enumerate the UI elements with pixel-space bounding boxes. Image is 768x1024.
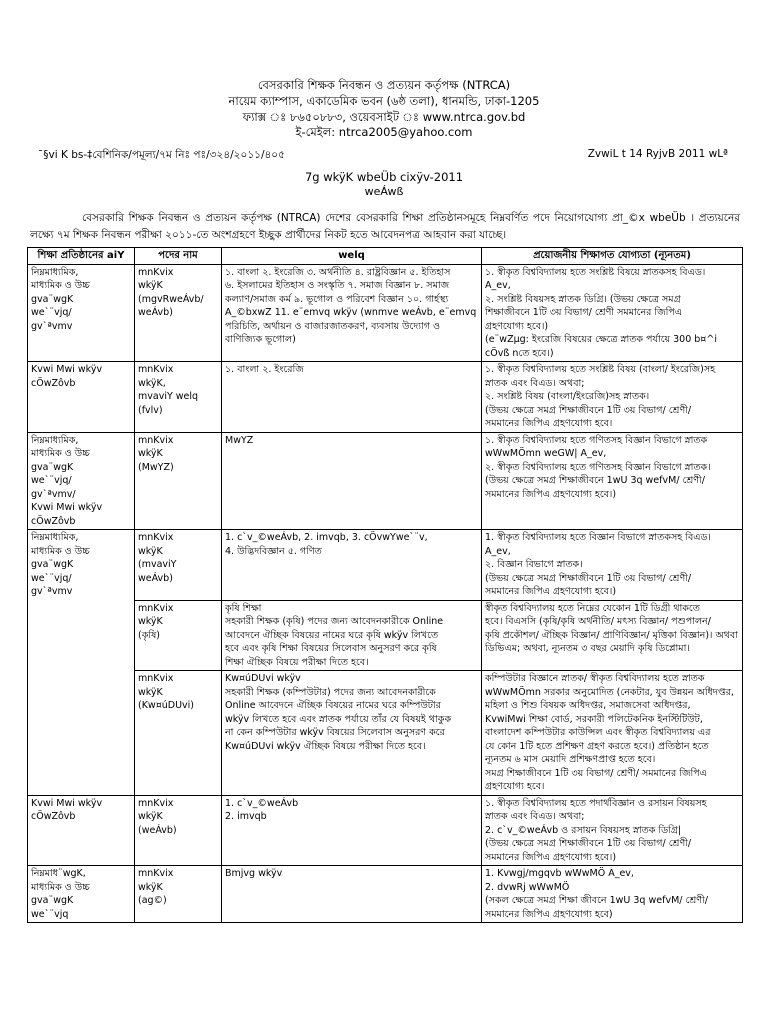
institution-cell-line: cÖwZôvb [31,515,76,527]
post-cell-line: wkÿK [138,811,163,822]
qualification-cell-line: wWwMÖmn সরকার অনুমোদিত (নেকটার, যুব উন্নয়ন অধিদপ্তর, [485,686,734,698]
institution-cell-line: we`¨vjq/ [31,572,72,584]
institution-cell-line: Kvwi Mwi wkÿv [31,364,103,375]
intro-paragraph [30,210,740,244]
institution-cell-line: cÖwZôvb [31,377,76,389]
subject-cell-line: শিক্ষা ঐচ্ছিক বিষয়ে পরীক্ষা দিতে হবে। [225,656,369,668]
subject-cell [222,600,482,671]
org-name: বেসরকারি শিক্ষক নিবন্ধন ও প্রত্যয়ন কর্তৃপক্ষ (NTRCA) [257,78,511,92]
qualification-cell-line: (উভয় ক্ষেত্রে সমগ্র শিক্ষাজীবনে 1টি ৩য় বিভাগ/ শ্রেণী/ [485,404,692,416]
institution-cell-line: মাধ্যমিক ও উচ্চ [31,545,90,557]
institution-cell-line: cÖwZôvb [31,811,76,822]
qualification-cell-line: (উভয় ক্ষেত্রে সমগ্র শিক্ষাজীবনে 1টি ৩য় বিভাগ/ শ্রেণী/ [485,572,692,584]
institution-cell-line: Kvwi Mwi wkÿv [31,797,103,809]
org-address: নায়েম ক্যাম্পাস, একাডেমিক ভবন (৬ষ্ঠ তলা), ধানমন্ডি, ঢাকা-1205 [228,94,540,108]
qualification-cell-line: ২. বিজ্ঞান বিভাগে স্নাতক। [485,559,583,570]
table-row [28,671,743,796]
subject-cell-line: ১. বাংলা ২. ইংরেজি [225,364,304,375]
table-row [28,795,743,866]
post-cell-line: mnKvix [138,532,174,543]
subject-cell-line: আবেদনে ঐচ্ছিক বিষয়ের নামের ঘরে কৃষি wkÿv লিখতে [225,629,439,641]
email: ই-মেইল: ntrca2005@yahoo.com [295,125,473,139]
qualification-cell [482,671,743,796]
qualification-cell-line: যে কোন 1টি হতে প্রশিক্ষণ গ্রহণ করতে হবে।) প্রতিষ্ঠান হতে [485,740,709,752]
qualification-cell-line: সমমানের জিপিএ গ্রহণযোগ্য হবে) [485,908,613,920]
post-cell-line: (MwYZ) [138,461,174,473]
qualification-cell-line: মহিলা ও শিশু বিষয়ক অধিদপ্তর, সমাজসেবা অধিদপ্তর, [485,700,691,711]
subject-cell-line: ১. বাংলা ২. ইংরেজি ৩. অর্থনীতি ৪. রাষ্ট্রবিজ্ঞান ৫. ইতিহাস [225,266,451,278]
qualification-cell-line: (e¨wZµg: ইংরেজি বিষয়ের ক্ষেত্রে স্নাতক পর্যায়ে 300 b¤^i [485,334,717,345]
institution-cell-line: gva¨wgK [31,559,74,570]
qualification-cell-line: (উভয় ক্ষেত্রে সমগ্র শিক্ষাজীবনে 1wU 3q wefvM/ শ্রেণী/ [485,475,705,486]
subject-cell-line: না কেন কম্পিউটার wkÿv বিষয়ের সিলেবাস অনুসরণ করে [225,727,445,738]
institution-cell-line: we`¨vjq [31,908,69,920]
institution-cell [28,264,135,362]
qualification-cell-line: ১. স্বীকৃত বিশ্ববিদ্যালয় হতে গণিতসহ বিজ্ঞান বিভাগে স্নাতক [485,434,708,446]
table-header-row [28,248,743,265]
post-cell [135,530,222,601]
subject-cell-line: সহকারী শিক্ষক (কৃষি) পদের জন্য আবেদনকারীকে Online [225,616,444,627]
table-row [28,600,743,671]
institution-cell-line: we`¨vjq/ [31,475,72,486]
table-row [28,866,743,923]
col-header-institution: শিক্ষা প্রতিষ্ঠানের aiY [28,248,135,265]
qualification-cell-line: (সকল ক্ষেত্রে সমগ্র শিক্ষা জীবনে 1wU 3q wefvM/ শ্রেণী/ [485,895,708,906]
qualification-cell-line: wWwMÖmn weGW| A_ev, [485,448,607,459]
qualification-cell-line: KvwiMwi শিক্ষা বোর্ড, সরকারী পলিটেকনিক ইনস্টিটিউট, [485,713,703,725]
post-cell [135,866,222,923]
post-cell [135,671,222,796]
post-cell [135,432,222,530]
post-cell-line: (Kw¤úDUvi) [138,700,195,711]
subject-cell-line: 1. c`v_©weÁvb, 2. imvqb, 3. cÖvwYwe`¨v, [225,532,428,543]
qualification-cell-line: গ্রহণযোগ্য হবে।) [485,320,549,332]
subject-cell [222,795,482,866]
qualification-cell-line: ২. স্বীকৃত বিশ্ববিদ্যালয় হতে গণিতসহ বিজ্ঞান বিভাগে স্নাতক। [485,461,711,473]
institution-cell-line: gva¨wgK [31,895,74,906]
post-cell-line: mnKvix [138,602,174,614]
post-cell-line: (mgvRweÁvb/ [138,293,204,305]
institution-cell [28,362,135,433]
post-cell-line: mnKvix [138,673,174,684]
post-cell [135,362,222,433]
vacancy-table [27,247,743,923]
memo-date: ZvwiL t 14 RyjvB 2011 wLª [587,148,728,160]
subject-cell-line: 2. imvqb [225,811,267,822]
qualification-cell-line: কম্পিউটার বিজ্ঞানে স্নাতক/ স্বীকৃত বিশ্ববিদ্যালয় হতে স্নাতক [485,673,705,684]
qualification-cell [482,600,743,671]
post-cell-line: (কৃষি) [138,629,161,641]
subject-cell-line: হবে এবং কৃষি শিক্ষা বিষয়ের সিলেবাস অনুসরণ করে কৃষি [225,643,437,654]
institution-cell-line: নিম্নমাধ্যমিক, [31,434,79,446]
qualification-cell [482,264,743,362]
subject-cell-line: কৃষি শিক্ষা [225,602,262,614]
subject-cell-line: Kw¤úDUvi wkÿv ঐচ্ছিক বিষয়ে পরীক্ষা দিতে হবে। [225,740,426,752]
post-cell-line: wkÿK [138,280,163,291]
subject-cell-line: ৬. ইসলামের ইতিহাস ও সংস্কৃতি ৭. সমাজ বিজ্ঞান ৮. সমাজ [225,280,450,291]
qualification-cell-line: ১. স্বীকৃত বিশ্ববিদ্যালয় হতে পদার্থবিজ্ঞান ও রসায়ন বিষয়সহ [485,797,707,809]
qualification-cell-line: গ্রহণযোগ্য হবে। [485,781,545,792]
subject-cell-line: wkÿv লিখতে হবে এবং স্নাতক পর্যায়ে তাঁর যে বিষয়ই থাকুক [225,713,452,725]
qualification-cell-line: (উভয় ক্ষেত্রে সমগ্র শিক্ষাজীবনে 1টি ৩য় বিভাগ/ শ্রেণী/ [485,838,692,849]
qualification-cell [482,795,743,866]
institution-cell-line: Kvwi Mwi wkÿv [31,502,103,513]
qualification-cell-line: সমমানের জিপিএ গ্রহণযোগ্য হবে। [485,418,613,429]
qualification-cell [482,432,743,530]
institution-cell-line: gv`ªvmv [31,320,73,332]
qualification-cell-line: 1. Kvwgj/mgqvb wWwMÖ A_ev, [485,868,634,879]
qualification-cell-line: সমগ্র শিক্ষাজীবনে 1টি ৩য় বিভাগ/ শ্রেণী/ সমমানের জিপিএ [485,767,707,779]
institution-cell-line: নিম্নমাধ্যমিক, [31,532,79,543]
fax-website: ফ্যাক্স ঃ ৮৬৫০৮৮৩, ওয়েবসাইট ঃ www.ntrca.gov.bd [242,110,526,124]
qualification-cell-line: স্বীকৃত বিশ্ববিদ্যালয় হতে নিম্নের যেকোন 1টি ডিগ্রী থাকতে [485,602,700,614]
post-cell-line: (fvlv) [138,404,163,416]
qualification-cell-line: cÖvß nতে হবে।) [485,347,554,359]
table-row [28,530,743,601]
subject-cell-line: MwYZ [225,434,254,446]
subject-cell-line: বাণিজ্যিক ভূগোল) [225,334,296,345]
qualification-cell-line: 1. স্বীকৃত বিশ্ববিদ্যালয় হতে বিজ্ঞান বিভাগে স্নাতকসহ বিএড। [485,532,711,543]
post-cell-line: wkÿK [138,881,163,893]
qualification-cell-line: হবে। বিএসসি (কৃষি/কৃষি অর্থনীতি/ মৎস্য বিজ্ঞান/ পশুপালন/ [485,616,711,627]
qualification-cell-line: 2. c`v_©weÁvb ও রসায়ন বিষয়সহ স্নাতক ডিগ্রি| [485,824,682,836]
institution-cell-line: মাধ্যমিক ও উচ্চ [31,280,90,291]
qualification-cell-line: ১. স্বীকৃত বিশ্ববিদ্যালয় হতে সংশ্লিষ্ট বিষয়ে স্নাতকসহ বিএড। [485,266,706,278]
notice-title: 7g wkÿK wbeÜb cixÿv-2011 [304,170,464,184]
subject-cell [222,362,482,433]
post-cell-line: (mvaviY [138,559,177,570]
post-cell-line: mvaviY welq [138,391,199,402]
post-cell-line: wkÿK [138,448,163,459]
subject-cell-line: 4. উদ্ভিদবিজ্ঞান ৫. গণিত [225,545,322,557]
table-row [28,432,743,530]
qualification-cell-line: ১. স্বীকৃত বিশ্ববিদ্যালয় হতে সংশ্লিষ্ট বিষয় (বাংলা/ ইংরেজি)সহ [485,364,716,375]
institution-cell-line: gv`ªvmv/ [31,488,76,500]
qualification-cell [482,866,743,923]
post-cell-line: mnKvix [138,868,174,879]
qualification-cell-line: ২. সংশ্লিষ্ট বিষয়সহ স্নাতক ডিগ্রি। (উভয় ক্ষেত্রে সমগ্র [485,293,681,305]
post-cell-line: (weÁvb) [138,824,177,836]
table-row [28,264,743,362]
post-cell-line: mnKvix [138,434,174,446]
qualification-cell-line: শিক্ষাজীবনে 1টি ৩য় বিভাগ/ শ্রেণী সমমানের জিপিএ [485,307,683,318]
col-header-post: পদের নাম [135,248,222,265]
post-cell [135,795,222,866]
qualification-cell-line: A_ev, [485,545,511,557]
institution-cell-line: gva¨wgK [31,461,74,473]
col-header-subject: welq [222,248,482,265]
institution-cell-line: নিম্নমাধ¨wgK, [31,868,86,879]
institution-cell [28,866,135,923]
qualification-cell-line: সমমানের জিপিএ গ্রহণযোগ্য হবে।) [485,586,617,597]
subject-cell-line: Online আবেদনে ঐচ্ছিক বিষয়ের নামের ঘরে কম্পিউটার [225,700,441,711]
post-cell-line: wkÿK [138,616,163,627]
notice-subtitle: weÁwß [364,185,404,198]
subject-cell-line: সহকারী শিক্ষক (কম্পিউটার) পদের জন্য আবেদনকারীকে [225,686,436,698]
subject-cell [222,432,482,530]
qualification-cell-line: বাংলাদেশ কম্পিউটার কাউন্সিল এবং স্বীকৃত বিশ্ববিদ্যালয় এর [485,727,711,738]
institution-cell [28,530,135,796]
post-cell-line: (ag©) [138,895,167,906]
qualification-cell-line: A_ev, [485,280,511,291]
col-header-qualification: প্রয়োজনীয় শিক্ষাগত যোগ্যতা (ন্যূনতম) [482,248,743,265]
memo-reference: ¯§vi K bs-‡বেশিনিক/পমূল্য/৭ম নিঃ পঃ/৩২৪/২০১১/৪০৫ [38,149,285,161]
table-row [28,362,743,433]
institution-cell-line: gv`ªvmv [31,586,73,597]
institution-cell-line: নিম্নমাধ্যমিক, [31,266,79,278]
institution-cell-line: মাধ্যমিক ও উচ্চ [31,448,90,459]
subject-cell-line: Bmjvg wkÿv [225,868,283,879]
subject-cell [222,866,482,923]
qualification-cell-line: স্নাতক এবং বিএড। অথবা; [485,377,585,389]
post-cell-line: mnKvix [138,797,174,809]
qualification-cell-line: ন্যূনতম ৬ মাস মেয়াদি প্রশিক্ষণপ্রাপ্ত হতে হবে। [485,754,656,765]
qualification-cell-line: স্নাতক এবং বিএড। অথবা; [485,811,585,822]
subject-cell-line: Kw¤úDUvi wkÿv [225,673,301,684]
qualification-cell-line: কৃষি প্রকৌশল/ ঐচ্ছিক বিজ্ঞান/ প্রাণিবিজ্ঞান/ মৃত্তিকা বিজ্ঞান)। অথবা [485,629,738,641]
institution-cell [28,795,135,866]
institution-cell-line: we`¨vjq/ [31,307,72,318]
qualification-cell-line: ২. সংশ্লিষ্ট বিষয় (বাংলা/ইংরেজি)সহ স্নাতক। [485,391,650,402]
qualification-cell-line: সমমানের জিপিএ গ্রহণযোগ্য হবে।) [485,851,617,863]
subject-cell [222,671,482,796]
post-cell-line: wkÿK [138,686,163,698]
post-cell-line: mnKvix [138,364,174,375]
intro-text: বেসরকারি শিক্ষক নিবন্ধন ও প্রত্যয়ন কর্তৃপক্ষ (NTRCA) দেশের বেসরকারি শিক্ষা প্রতিষ্ঠানসমূহে নিম্নবর্ণিত পদে নিয়োগযোগ্য প্রা_©x wbeÜb । প্রত্যয়নের লক্ষ্যে ৭ম শিক্ষক নিবন্ধন পরীক্ষা ২০১১-তে অংশগ্রহণে ইচ্ছুক প্রার্থীদের নিকট হতে আবেদনপত্র আহবান করা যাচ্ছে। [30,212,740,241]
subject-cell [222,264,482,362]
post-cell-line: mnKvix [138,266,174,278]
qualification-cell [482,530,743,601]
post-cell [135,264,222,362]
qualification-cell-line: সমমানের জিপিএ গ্রহণযোগ্য হবে।) [485,488,617,500]
subject-cell [222,530,482,601]
qualification-cell-line: 2. dvwRj wWwMÖ [485,881,570,893]
qualification-cell [482,362,743,433]
subject-cell-line: 1. c`v_©weÁvb [225,797,299,809]
subject-cell-line: A_©bxwZ 11. e¨emvq wkÿv (wnmve weÁvb, e¨emvq [225,307,477,318]
institution-cell-line: gva¨wgK [31,293,74,305]
post-cell-line: weÁvb) [138,572,173,584]
subject-cell-line: কল্যাণ/সমাজ কর্ম ৯. ভূগোল ও পরিবেশ বিজ্ঞান ১০. গার্হস্থ্য [225,293,449,305]
subject-cell-line: পরিচিতি, অর্থায়ন ও বাজারজাতকরণ, ব্যবসায় উদ্যোগ ও [225,320,441,332]
institution-cell-line: মাধ্যমিক ও উচ্চ [31,881,90,893]
post-cell-line: weÁvb) [138,307,173,318]
institution-cell [28,432,135,530]
post-cell-line: wkÿK, [138,377,166,389]
qualification-cell-line: ডিভিএম; অথবা, ন্যূনতম ৩ বছর মেয়াদি কৃষি ডিপ্লোমা। [485,643,690,654]
post-cell-line: wkÿK [138,545,163,557]
post-cell [135,600,222,671]
